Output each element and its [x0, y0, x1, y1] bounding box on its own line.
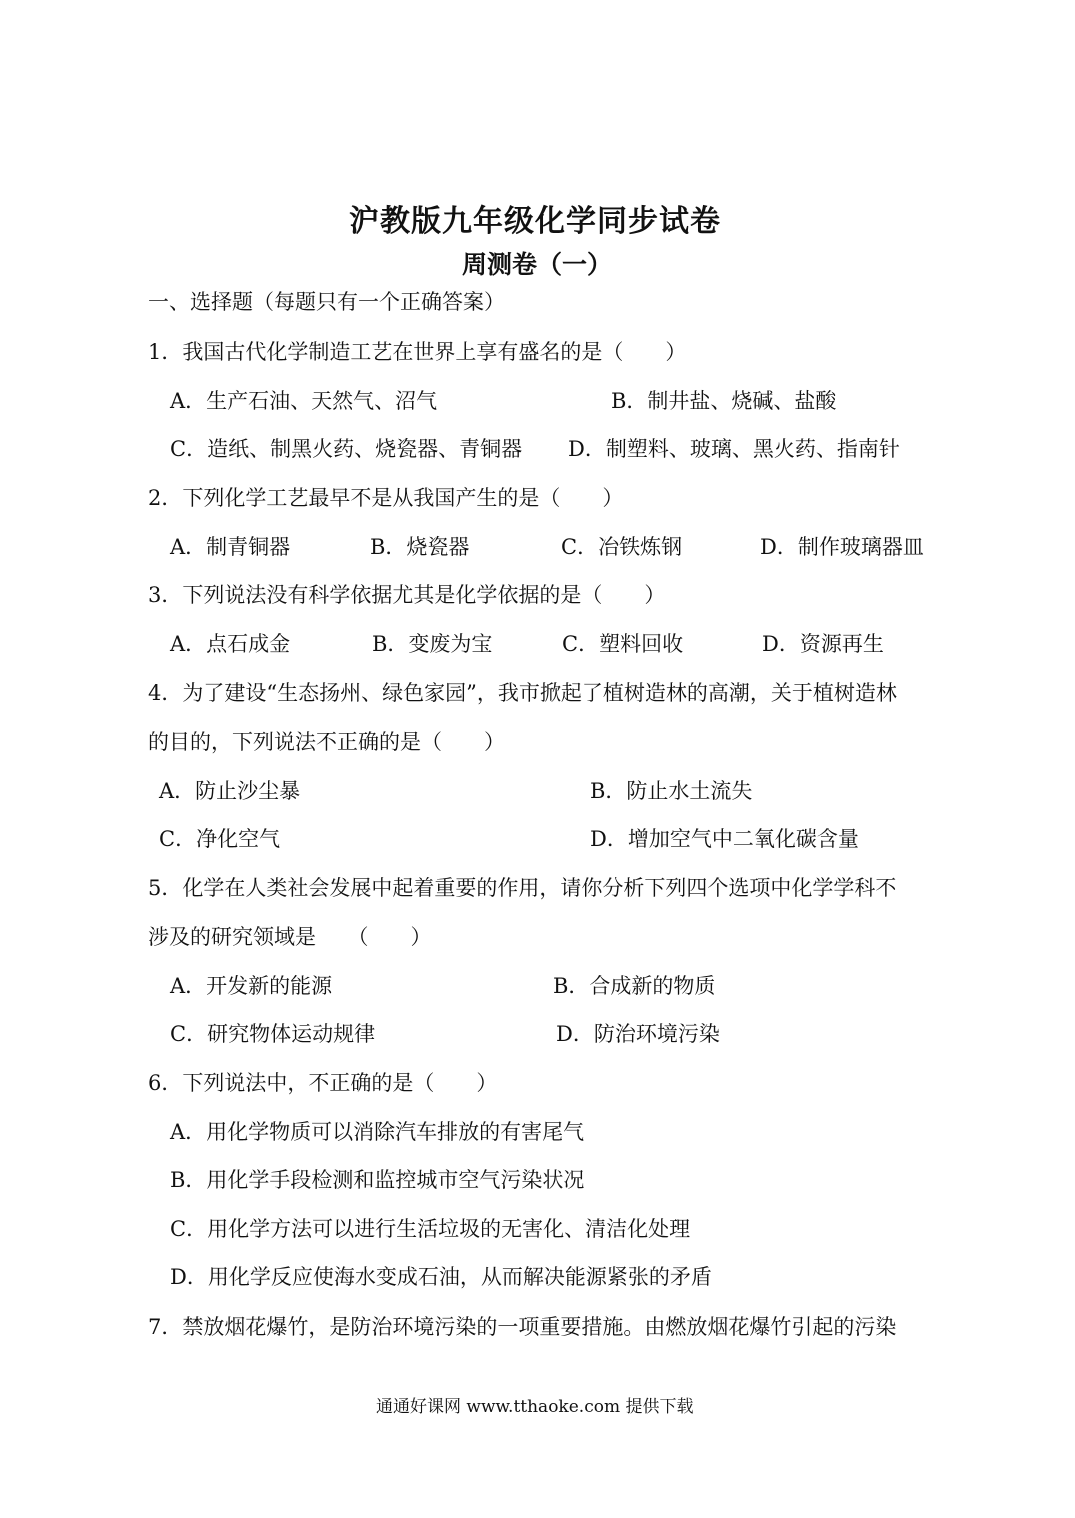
question-6-stem: 6．下列说法中，不正确的是（ ） — [148, 1071, 498, 1095]
question-5-stem-line-2: 涉及的研究领域是 （ ） — [148, 925, 432, 949]
question-3-stem: 3．下列说法没有科学依据尤其是化学依据的是（ ） — [148, 583, 666, 607]
question-3-option-c: C．塑料回收 — [562, 632, 684, 656]
page-title: 沪教版九年级化学同步试卷 — [349, 204, 721, 239]
question-4-stem-line-2: 的目的，下列说法不正确的是（ ） — [148, 730, 505, 754]
question-2-option-c: C．冶铁炼钢 — [561, 535, 683, 559]
question-1-option-c: C．造纸、制黑火药、烧瓷器、青铜器 — [170, 437, 523, 461]
question-1-option-d: D．制塑料、玻璃、黑火药、指南针 — [568, 437, 900, 461]
question-2-option-d: D．制作玻璃器皿 — [760, 535, 924, 559]
page-footer: 通通好课网 www.tthaoke.com 提供下载 — [376, 1397, 694, 1417]
question-5-option-d: D．防治环境污染 — [556, 1022, 720, 1046]
question-2-option-b: B．烧瓷器 — [370, 535, 470, 559]
question-2-option-a: A．制青铜器 — [170, 535, 291, 559]
question-5-stem-line-1: 5．化学在人类社会发展中起着重要的作用，请你分析下列四个选项中化学学科不 — [148, 876, 897, 900]
question-6-option-c: C．用化学方法可以进行生活垃圾的无害化、清洁化处理 — [170, 1217, 691, 1241]
question-5-option-b: B．合成新的物质 — [553, 974, 716, 998]
question-2-stem: 2．下列化学工艺最早不是从我国产生的是（ ） — [148, 486, 624, 510]
question-1-option-a: A．生产石油、天然气、沼气 — [170, 389, 438, 413]
question-5-option-a: A．开发新的能源 — [170, 974, 333, 998]
question-4-option-a: A．防止沙尘暴 — [159, 779, 301, 803]
question-6-option-a: A．用化学物质可以消除汽车排放的有害尾气 — [170, 1120, 585, 1144]
question-5-option-c: C．研究物体运动规律 — [170, 1022, 376, 1046]
question-1-stem: 1．我国古代化学制造工艺在世界上享有盛名的是（ ） — [148, 340, 687, 364]
question-4-option-c: C．净化空气 — [159, 827, 281, 851]
page-subtitle: 周测卷（一） — [462, 250, 613, 279]
question-6-option-b: B．用化学手段检测和监控城市空气污染状况 — [170, 1168, 585, 1192]
question-3-option-b: B．变废为宝 — [372, 632, 493, 656]
question-3-option-d: D．资源再生 — [762, 632, 884, 656]
question-4-option-d: D．增加空气中二氧化碳含量 — [590, 827, 859, 851]
question-7-stem: 7．禁放烟花爆竹，是防治环境污染的一项重要措施。由燃放烟花爆竹引起的污染 — [148, 1315, 897, 1339]
question-1-option-b: B．制井盐、烧碱、盐酸 — [611, 389, 837, 413]
question-4-stem-line-1: 4．为了建设“生态扬州、绿色家园”，我市掀起了植树造林的高潮，关于植树造林 — [148, 681, 897, 705]
section-heading: 一、选择题（每题只有一个正确答案） — [148, 290, 505, 314]
question-6-option-d: D．用化学反应使海水变成石油，从而解决能源紧张的矛盾 — [170, 1265, 712, 1289]
question-4-option-b: B．防止水土流失 — [590, 779, 753, 803]
question-3-option-a: A．点石成金 — [170, 632, 291, 656]
